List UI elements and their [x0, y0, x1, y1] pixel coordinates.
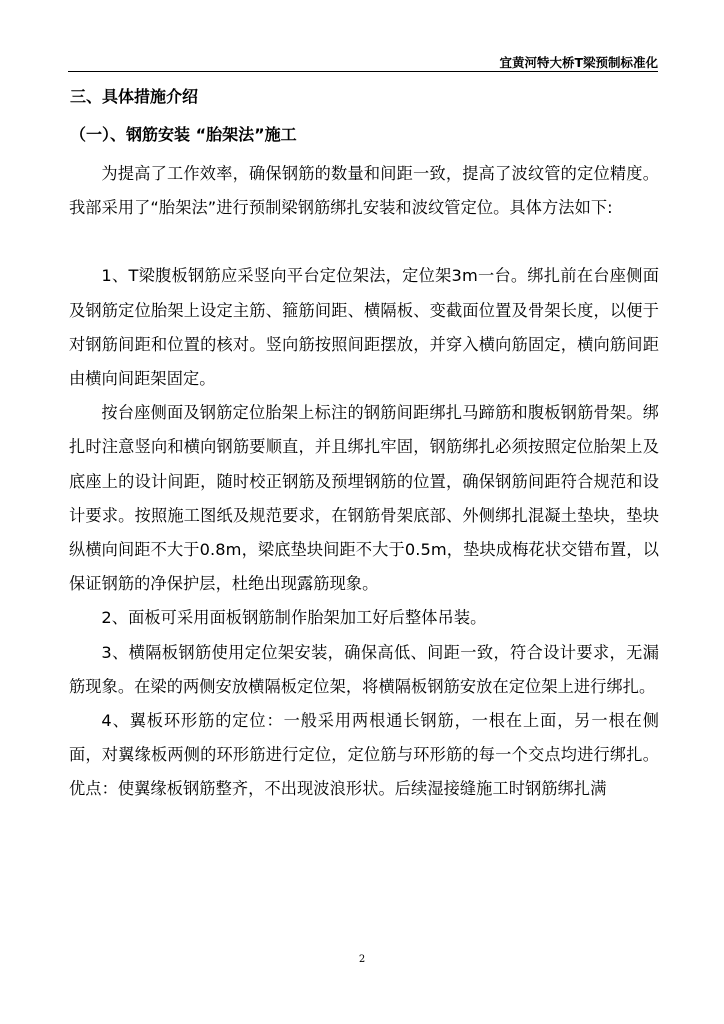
paragraph-step-4: 4、翼板环形筋的定位：一般采用两根通长钢筋，一根在上面，另一根在侧面，对翼缘板两侧的环形筋进行定位，定位筋与环形筋的每一个交点均进行绑扎。优点：使翼缘板钢筋整齐，不出现波浪形状。后续湿接缝施工时钢筋绑扎满: [69, 711, 659, 799]
paragraph-intro: 为提高了工作效率，确保钢筋的数量和间距一致，提高了波纹管的定位精度。我部采用了“胎架法”进行预制梁钢筋绑扎安装和波纹管定位。具体方法如下:: [69, 164, 659, 218]
paragraph-step-3: 3、横隔板钢筋使用定位架安装，确保高低、间距一致，符合设计要求，无漏筋现象。在梁的两侧安放横隔板定位架，将横隔板钢筋安放在定位架上进行绑扎。: [69, 642, 659, 696]
header-rule: [68, 71, 658, 72]
paragraph-step-2: 2、面板可采用面板钢筋制作胎架加工好后整体吊装。: [101, 608, 487, 628]
paragraph-step-1-detail: 按台座侧面及钢筋定位胎架上标注的钢筋间距绑扎马蹄筋和腹板钢筋骨架。绑扎时注意竖向和横向钢筋要顺直，并且绑扎牢固，钢筋绑扎必须按照定位胎架上及底座上的设计间距，随时校正钢筋及预埋钢筋的位置，确保钢筋间距符合规范和设计要求。按照施工图纸及规范要求，在钢筋骨架底部、外侧绑扎混凝土垫块，垫块纵横向间距不大于0.8m，梁底垫块间距不大于0.5m，垫块成梅花状交错布置，以保证钢筋的净保护层，杜绝出现露筋现象。: [69, 403, 659, 594]
paragraph-step-1: 1、T梁腹板钢筋应采竖向平台定位架法，定位架3m一台。绑扎前在台座侧面及钢筋定位胎架上设定主筋、箍筋间距、横隔板、变截面位置及骨架长度，以便于对钢筋间距和位置的核对。竖向筋按照间距摆放，并穿入横向筋固定，横向筋间距由横向间距架固定。: [69, 266, 659, 389]
running-header: 宜黄河特大桥T梁预制标准化: [499, 55, 658, 70]
body-text: [69, 157, 659, 807]
section-heading: 三、具体措施介绍: [70, 87, 199, 106]
subsection-heading: （一）、钢筋安装 “胎架法”施工: [70, 125, 297, 144]
page-number: 2: [358, 954, 366, 965]
